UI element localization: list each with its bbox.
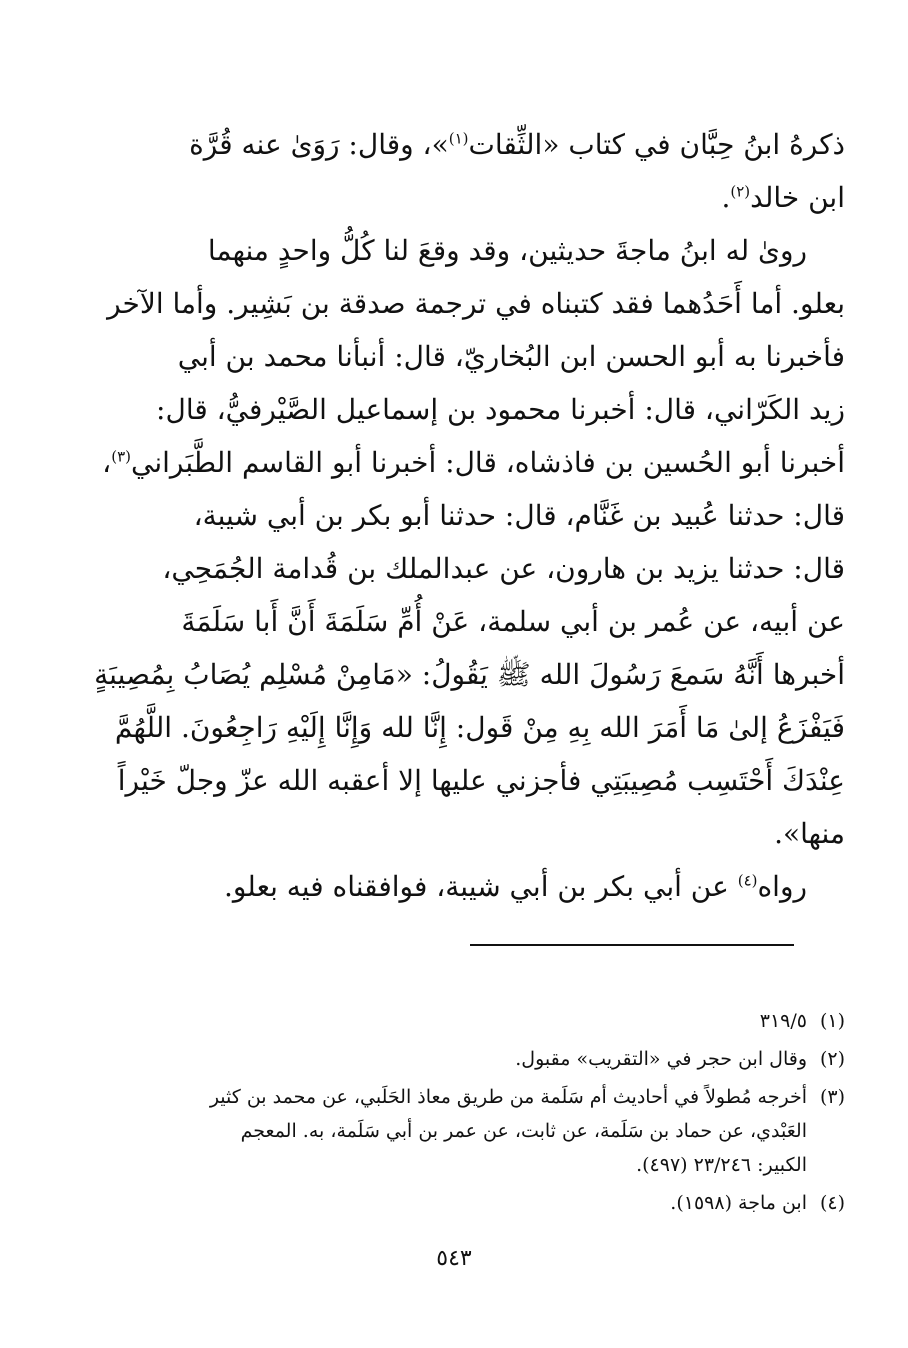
- footnote-text: ٣١٩/٥: [759, 1010, 807, 1032]
- footnote-number: (٢): [819, 1048, 845, 1070]
- footnote-ref-1[interactable]: (١): [448, 129, 469, 148]
- text-line-4: بعلو. أما أَحَدُهما فقد كتبناه في ترجمة صدقة بن بَشِير. وأما الآخر: [107, 287, 845, 320]
- footnote-number: (١): [819, 1010, 845, 1032]
- footnotes: [115, 1004, 845, 1220]
- footnote-ref-3[interactable]: (٣): [111, 447, 131, 466]
- text-line-9: قال: حدثنا يزيد بن هارون، عن عبدالملك بن قُدامة الجُمَحِي،: [162, 552, 845, 585]
- footnote-text: الكبير: ٢٣/٢٤٦ (٤٩٧).: [636, 1154, 807, 1176]
- text-line-1: ذكرهُ ابنُ حِبَّان في كتاب «الثِّقات$^{(١)}$»، وقال: رَوَىٰ عنه قُرَّة: [189, 128, 845, 161]
- text-line-3: روىٰ له ابنُ ماجةَ حديثين، وقد وقعَ لنا كُلُّ واحدٍ منهما: [207, 234, 807, 267]
- text-line-2: ابن خالد$^{(٢)}$.: [721, 181, 845, 214]
- footnote-ref-4[interactable]: (٤): [737, 871, 758, 890]
- footnote-number: (٤): [819, 1192, 845, 1214]
- footnote-number: (٣): [819, 1086, 845, 1108]
- text-line-8: قال: حدثنا عُبيد بن غَنَّام، قال: حدثنا أبو بكر بن أبي شيبة،: [193, 499, 845, 532]
- text-line-11: أخبرها أَنَّهُ سَمعَ رَسُولَ الله ﷺ يَقُولُ: «مَامِنْ مُسْلِم يُصَابُ بِمُصِيبَةٍ: [94, 658, 845, 691]
- text-line-6: زيد الكَرّاني، قال: أخبرنا محمود بن إسماعيل الصَّيْرفيُّ، قال:: [156, 393, 845, 426]
- text-line-5: فأخبرنا به أبو الحسن ابن البُخاريّ، قال: أنبأنا محمد بن أبي: [177, 340, 845, 373]
- footnote-separator: [470, 944, 794, 946]
- text-line-10: عن أبيه، عن عُمر بن أبي سلمة، عَنْ أُمِّ سَلَمَةَ أَنَّ أَبا سَلَمَةَ: [181, 605, 845, 638]
- text-line-14: منها».: [774, 817, 845, 850]
- footnote-1: [115, 1004, 845, 1038]
- page-number: ٥٤٣: [436, 1246, 472, 1271]
- text-line-15: رواه$^{(٤)}$ عن أبي بكر بن أبي شيبة، فوافقناه فيه بعلو.: [223, 870, 807, 903]
- footnote-text: ابن ماجة (١٥٩٨).: [670, 1192, 807, 1214]
- footnote-text: وقال ابن حجر في «التقريب» مقبول.: [515, 1048, 807, 1070]
- footnote-text: العَبْدي، عن حماد بن سَلَمة، عن ثابت، عن عمر بن أبي سَلَمة، به. المعجم: [240, 1120, 807, 1142]
- text-line-12: فَيَفْزَعُ إلىٰ مَا أَمَرَ الله بِهِ مِنْ قَول: إِنَّا لله وَإِنَّا إِلَيْهِ رَاجِعُونَ. اللَّهُمَّ: [114, 711, 845, 744]
- footnote-4: [115, 1186, 845, 1220]
- footnote-ref-2[interactable]: (٢): [730, 182, 751, 201]
- main-text: [94, 118, 845, 913]
- footnote-3: [115, 1080, 845, 1182]
- footnote-2: [115, 1042, 845, 1076]
- text-line-7: أخبرنا أبو الحُسين بن فاذشاه، قال: أخبرنا أبو القاسم الطَّبَراني$^{(٣)}$،: [102, 446, 845, 479]
- text-line-13: عِنْدَكَ أَحْتَسِب مُصِيبَتِي فأجزني عليها إلا أعقبه الله عزّ وجلّ خَيْراً: [117, 764, 845, 797]
- footnote-text: أخرجه مُطولاً في أحاديث أم سَلَمة من طريق معاذ الحَلَبي، عن محمد بن كثير: [209, 1086, 807, 1108]
